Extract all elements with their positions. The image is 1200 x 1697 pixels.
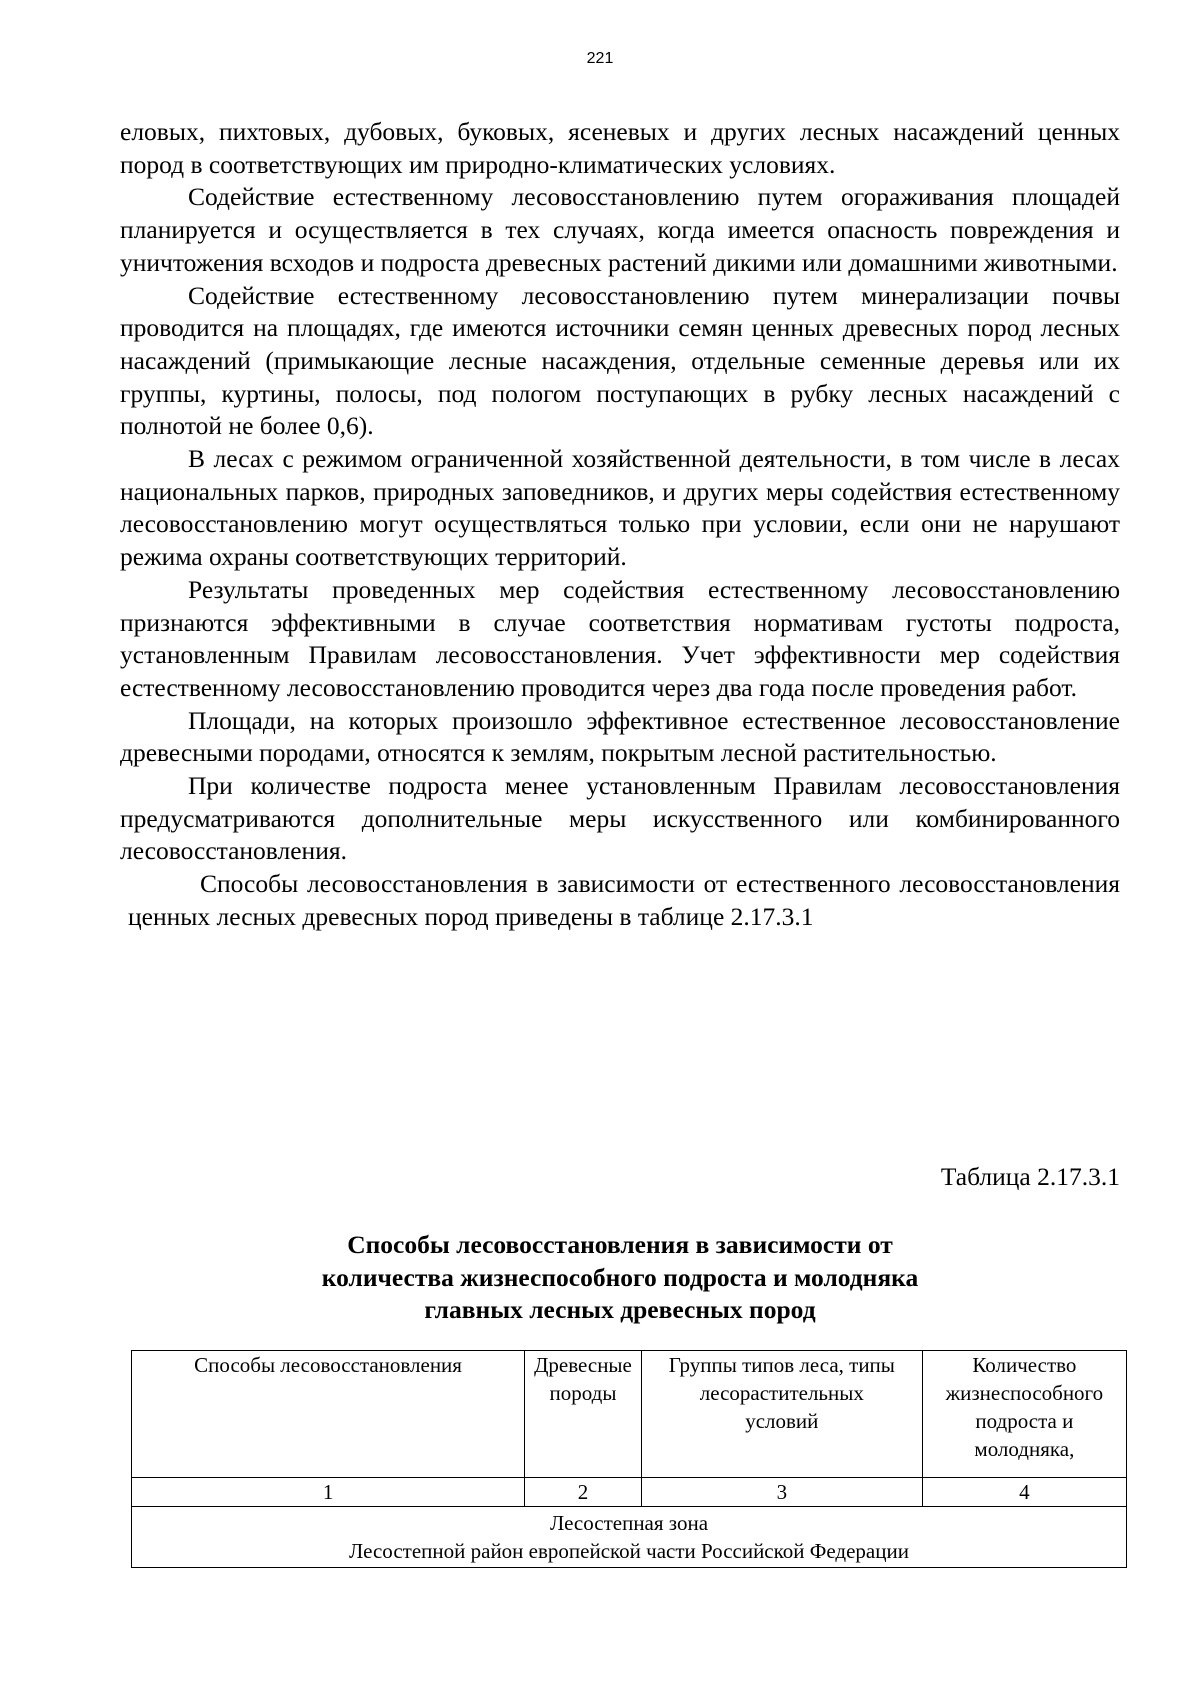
table-title-line-1: Способы лесовосстановления в зависимости от — [347, 1230, 893, 1259]
column-number-4: 4 — [922, 1478, 1126, 1507]
header-quantity-line-2: жизнеспособного — [945, 1381, 1104, 1405]
header-forest-types-line-1: Группы типов леса, типы — [668, 1353, 895, 1377]
paragraph-8: Способы лесовосстановления в зависимости от естественного лесовосстановления ценных лесных древесных пород приведены в таблице 2.17.3.1 — [128, 869, 1120, 931]
header-species-line-2: породы — [549, 1381, 617, 1405]
table-header-row — [132, 1351, 1127, 1478]
header-quantity-line-1: Количество — [972, 1353, 1077, 1377]
paragraph-1: еловых, пихтовых, дубовых, буковых, ясеневых и других лесных насаждений ценных пород в соответствующих им природно-климатических условиях. — [120, 117, 1120, 179]
table-label: Таблица 2.17.3.1 — [940, 1162, 1120, 1191]
table-zone-row — [132, 1507, 1127, 1568]
table-column-numbers-row — [132, 1478, 1127, 1507]
zone-name: Лесостепная зона — [549, 1511, 709, 1535]
header-methods — [132, 1351, 525, 1478]
column-number-2: 2 — [525, 1478, 642, 1507]
paragraph-2: Содействие естественному лесовосстановлению путем огораживания площадей планируется и осуществляется в тех случаях, когда имеется опасность повреждения и уничтожения всходов и подроста древесных растений дикими или домашними животными. — [120, 182, 1120, 277]
table-title-line-3: главных лесных древесных пород — [424, 1295, 816, 1324]
header-species-line-1: Древесные — [534, 1353, 632, 1377]
paragraph-3: Содействие естественному лесовосстановлению путем минерализации почвы проводится на площадях, где имеются источники семян ценных древесных пород лесных насаждений (примыкающие лесные насаждения, отдельные семенные деревья или их группы, куртины, полосы, под пологом поступающих в рубку лесных насаждений с полнотой не более 0,6). — [120, 280, 1120, 441]
column-number-3: 3 — [641, 1478, 922, 1507]
column-number-1: 1 — [132, 1478, 525, 1507]
reforestation-table — [131, 1350, 1127, 1568]
header-forest-types-line-2: лесорастительных — [699, 1381, 864, 1405]
paragraph-5: Результаты проведенных мер содействия естественному лесовосстановлению признаются эффективными в случае соответствия нормативам густоты подроста, установленным Правилам лесовосстановления. Учет эффективности мер содействия естественному лесовосстановлению проводится через два года после проведения работ. — [120, 574, 1120, 702]
paragraph-7: При количестве подроста менее установленным Правилам лесовосстановления предусматриваются дополнительные меры искусственного или комбинированного лесовосстановления. — [120, 771, 1120, 866]
paragraph-4: В лесах с режимом ограниченной хозяйственной деятельности, в том числе в лесах национальных парков, природных заповедников, и других меры содействия естественному лесовосстановлению могут осуществляться только при условии, если они не нарушают режима охраны соответствующих территорий. — [120, 444, 1120, 572]
header-species — [525, 1351, 642, 1478]
header-quantity-line-4: молодняка, — [974, 1437, 1075, 1461]
page-number: 221 — [586, 50, 614, 67]
header-forest-types — [641, 1351, 922, 1478]
paragraph-6: Площади, на которых произошло эффективное естественное лесовосстановление древесными породами, относятся к землям, покрытым лесной растительностью. — [120, 705, 1120, 768]
table-title — [0, 1229, 1200, 1327]
body-text — [120, 116, 1120, 934]
table-title-line-2: количества жизнеспособного подроста и молодняка — [321, 1262, 919, 1292]
zone-region: Лесостепной район европейской части Российской Федерации — [349, 1539, 909, 1563]
header-quantity-line-3: подроста и — [975, 1409, 1074, 1433]
zone-cell — [132, 1507, 1127, 1568]
header-methods-line-1: Способы лесовосстановления — [194, 1353, 462, 1377]
header-quantity — [922, 1351, 1126, 1478]
header-forest-types-line-3: условий — [745, 1409, 819, 1433]
